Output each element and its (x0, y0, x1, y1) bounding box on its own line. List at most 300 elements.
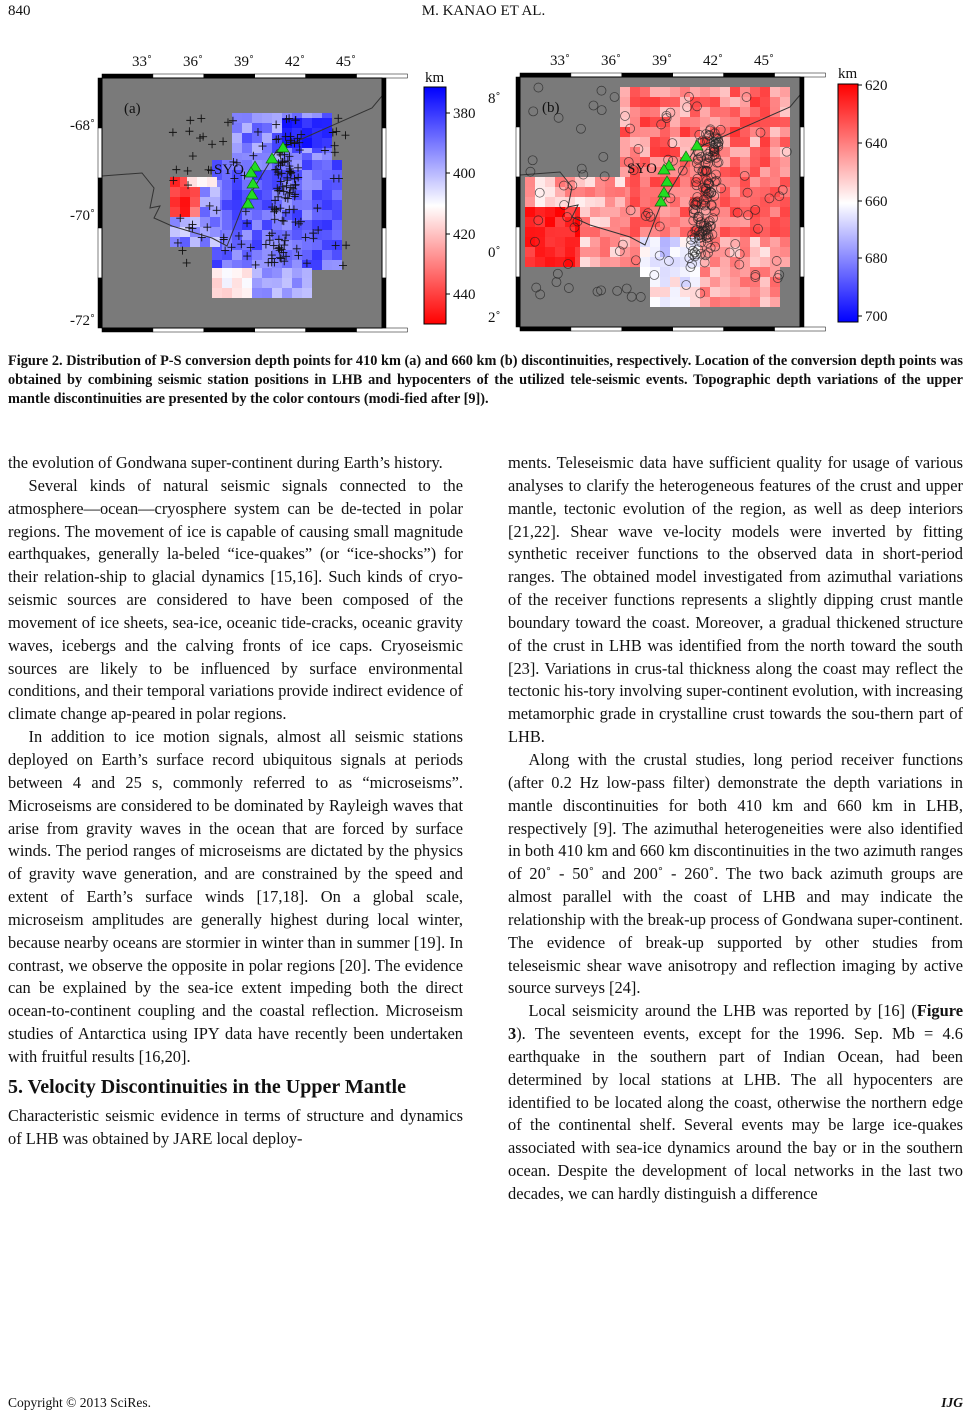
depth-cell (690, 117, 700, 127)
depth-cell (322, 190, 332, 200)
depth-cell (680, 107, 690, 117)
colorbar-tick-label: 640 (865, 136, 888, 152)
depth-cell (525, 217, 535, 227)
depth-cell (600, 247, 610, 257)
depth-cell (252, 230, 262, 240)
depth-cell (770, 217, 780, 227)
frame-tick (153, 328, 204, 332)
depth-cell (760, 287, 770, 297)
depth-cell (680, 187, 690, 197)
depth-cell (770, 97, 780, 107)
depth-cell (660, 277, 670, 287)
latitude-tick-label: 2˚ (488, 310, 501, 326)
depth-cell (660, 237, 670, 247)
frame-tick (724, 73, 775, 77)
depth-cell (730, 167, 740, 177)
depth-cell (660, 207, 670, 217)
depth-cell (312, 138, 322, 148)
depth-cell (585, 177, 595, 187)
depth-cell (232, 230, 242, 240)
depth-cell (262, 190, 272, 200)
depth-cell (232, 278, 242, 288)
depth-cell (232, 180, 242, 190)
depth-cell (262, 288, 272, 298)
depth-cell (710, 87, 720, 97)
depth-cell (555, 227, 565, 237)
depth-cell (720, 217, 730, 227)
depth-cell (200, 187, 210, 197)
frame-tick (516, 227, 520, 277)
depth-cell (545, 177, 555, 187)
depth-cell (750, 137, 760, 147)
depth-cell (760, 297, 770, 307)
depth-cell (535, 217, 545, 227)
depth-cell (242, 268, 252, 278)
depth-cell (332, 230, 342, 240)
depth-cell (650, 87, 660, 97)
depth-cell (660, 287, 670, 297)
depth-cell (640, 97, 650, 107)
longitude-tick-label: 39˚ (652, 53, 672, 69)
paragraph: Along with the crustal studies, long period receiver functions (after 0.2 Hz low-pass filter) demonstrate the depth variations in mantle discontinuities for both 410 km and 660 km in LHB, respectively [9]. The azimuthal heterogeneities were also identified in both 410 km and 660 km discontinuities in the two azimuth ranges of 20˚ - 50˚ and 200˚ - 260˚. The two back azimuth groups are almost parallel with the coast of LHB and may indicate the relationship with the break-up process of Gondwana super-continent. The evidence of break-up supported by other studies from teleseismic shear wave anisotropy and reflection imaging by active source surveys [24]. (508, 749, 963, 998)
depth-cell (210, 197, 220, 207)
depth-cell (760, 107, 770, 117)
figure-caption: Figure 2. Distribution of P-S conversion depth points for 410 km (a) and 660 km (b) discontinuities, respectively. Location of the conversion depth points was obtained by combining seismic station positions in LHB and hypocenters of the utilized tele-seismic events. Topographic depth variations of the upper mantle discontinuities are presented by the color contours (modi-fied after [9]). (8, 353, 963, 407)
longitude-tick-label: 36˚ (601, 53, 621, 69)
depth-cell (730, 287, 740, 297)
depth-cell (640, 267, 650, 277)
depth-cell (322, 210, 332, 220)
depth-cell (670, 97, 680, 107)
depth-cell (770, 147, 780, 157)
depth-cell (620, 217, 630, 227)
depth-cell (780, 157, 790, 167)
longitude-tick-label: 33˚ (550, 53, 570, 69)
depth-cell (222, 220, 232, 230)
frame-tick (255, 328, 306, 332)
text: ). The seventeen events, except for the 1996. Sep. Mb = 4.6 earthquake in the southern part of Indian Ocean, had been determined by local stations at LHB. The all hypocenters are identified to be located along the coast, otherwise the northern edge of the continental shelf. Several events may be large ice-quakes associated with sea-ice dynamics around the bay or in the southern ocean. Despite the development of local networks in the last two decades, we can hardly distinguish a difference (508, 1024, 963, 1203)
depth-cell (620, 147, 630, 157)
depth-cell (610, 257, 620, 267)
depth-cell (525, 227, 535, 237)
depth-cell (750, 247, 760, 257)
depth-cell (170, 177, 180, 187)
depth-cell (730, 297, 740, 307)
depth-cell (232, 133, 242, 143)
depth-cell (302, 160, 312, 170)
depth-cell (700, 287, 710, 297)
depth-cell (750, 297, 760, 307)
panel-label: (b) (542, 100, 560, 116)
depth-cell (760, 147, 770, 157)
depth-cell (252, 250, 262, 260)
depth-cell (605, 187, 615, 197)
depth-cell (600, 207, 610, 217)
frame-tick (382, 278, 386, 328)
depth-cell (590, 227, 600, 237)
depth-cell (222, 180, 232, 190)
depth-cell (740, 287, 750, 297)
frame-tick (516, 127, 520, 177)
depth-cell (770, 157, 780, 167)
latitude-tick-label: 0˚ (488, 245, 501, 261)
depth-cell (242, 143, 252, 153)
depth-cell (670, 207, 680, 217)
depth-cell (730, 127, 740, 137)
depth-cell (720, 267, 730, 277)
depth-cell (660, 247, 670, 257)
latitude-tick-label: -72˚ (70, 313, 95, 329)
depth-cell (302, 288, 312, 298)
depth-cell (730, 227, 740, 237)
depth-cell (670, 147, 680, 157)
depth-cell (630, 187, 640, 197)
depth-cell (170, 197, 180, 207)
depth-cell (780, 227, 790, 237)
depth-cell (242, 133, 252, 143)
depth-cell (690, 277, 700, 287)
colorbar-tick-label: 680 (865, 251, 888, 267)
depth-cell (262, 180, 272, 190)
depth-cell (740, 247, 750, 257)
frame-tick (516, 177, 520, 227)
depth-cell (312, 220, 322, 230)
colorbar-a-unit: km (425, 70, 445, 86)
depth-cell (630, 227, 640, 237)
right-column (508, 452, 963, 1206)
depth-cell (640, 107, 650, 117)
depth-cell (525, 187, 535, 197)
paragraph: Characteristic seismic evidence in terms of structure and dynamics of LHB was obtained by JARE local deploy- (8, 1105, 463, 1148)
depth-cell (700, 277, 710, 287)
depth-cell (262, 220, 272, 230)
depth-cell (780, 87, 790, 97)
depth-cell (680, 267, 690, 277)
depth-cell (525, 207, 535, 217)
depth-cell (650, 117, 660, 127)
depth-cell (640, 257, 650, 267)
depth-cell (232, 190, 242, 200)
station-label-syo: SYO (214, 162, 245, 178)
depth-cell (670, 277, 680, 287)
longitude-tick-label: 33˚ (132, 54, 152, 70)
depth-cell (720, 167, 730, 177)
depth-cell (730, 117, 740, 127)
depth-cell (605, 197, 615, 207)
frame-tick (800, 177, 804, 227)
depth-cell (740, 197, 750, 207)
colorbar-tick-label: 660 (865, 194, 888, 210)
depth-cell (720, 237, 730, 247)
depth-cell (262, 133, 272, 143)
depth-cell (580, 207, 590, 217)
depth-cell (302, 240, 312, 250)
longitude-tick-label: 45˚ (754, 53, 774, 69)
depth-cell (640, 247, 650, 257)
journal-abbrev: IJG (941, 1395, 963, 1410)
frame-tick (98, 178, 102, 228)
colorbar-a (424, 70, 476, 324)
copyright: Copyright © 2013 SciRes. (8, 1395, 152, 1410)
depth-cell (190, 237, 200, 247)
depth-cell (720, 147, 730, 157)
depth-cell (610, 217, 620, 227)
depth-cell (252, 240, 262, 250)
depth-cell (322, 250, 332, 260)
frame-tick (520, 73, 571, 77)
depth-cell (670, 217, 680, 227)
frame-tick (102, 328, 153, 332)
colorbar-b (838, 66, 888, 325)
depth-cell (760, 207, 770, 217)
frame-tick (775, 73, 826, 77)
depth-cell (670, 287, 680, 297)
depth-cell (730, 107, 740, 117)
footer (8, 1395, 963, 1411)
depth-cell (575, 187, 585, 197)
depth-cell (620, 237, 630, 247)
depth-cell (600, 237, 610, 247)
depth-cell (312, 118, 322, 128)
depth-cell (302, 210, 312, 220)
frame-tick (98, 78, 102, 128)
depth-cell (770, 177, 780, 187)
depth-cell (545, 207, 555, 217)
depth-cell (535, 177, 545, 187)
longitude-tick-label: 42˚ (285, 54, 305, 70)
depth-cell (252, 143, 262, 153)
depth-cell (740, 227, 750, 237)
depth-cell (545, 197, 555, 207)
depth-cell (292, 268, 302, 278)
depth-cell (590, 237, 600, 247)
depth-cell (730, 137, 740, 147)
frame-tick (382, 78, 386, 128)
paragraph (508, 1000, 963, 1206)
depth-cell (212, 278, 222, 288)
depth-cell (232, 240, 242, 250)
latitude-tick-label: -68˚ (70, 118, 95, 134)
depth-cell (210, 187, 220, 197)
frame-tick (571, 327, 622, 331)
depth-cell (332, 260, 342, 270)
depth-cell (710, 287, 720, 297)
depth-cell (252, 133, 262, 143)
depth-cell (580, 247, 590, 257)
depth-cell (292, 288, 302, 298)
depth-cell (730, 87, 740, 97)
depth-cell (620, 257, 630, 267)
depth-cell (720, 277, 730, 287)
depth-cell (535, 207, 545, 217)
depth-cell (650, 137, 660, 147)
depth-cell (620, 207, 630, 217)
frame-tick (724, 327, 775, 331)
depth-cell (302, 190, 312, 200)
depth-cell (670, 237, 680, 247)
depth-cell (730, 97, 740, 107)
figure-3-link[interactable]: Figure 3 (508, 1001, 963, 1044)
depth-cell (720, 187, 730, 197)
depth-cell (545, 257, 555, 267)
depth-cell (660, 297, 670, 307)
depth-cell (252, 210, 262, 220)
depth-cell (660, 97, 670, 107)
colorbar-tick-label: 420 (453, 227, 476, 243)
depth-cell (670, 227, 680, 237)
depth-cell (760, 137, 770, 147)
depth-cell (222, 200, 232, 210)
depth-cell (630, 177, 640, 187)
depth-cell (630, 97, 640, 107)
depth-cell (302, 278, 312, 288)
depth-cell (262, 200, 272, 210)
depth-cell (545, 227, 555, 237)
depth-cell (232, 250, 242, 260)
depth-cell (610, 207, 620, 217)
depth-cell (760, 187, 770, 197)
depth-cell (600, 257, 610, 267)
colorbar-tick-label: 380 (453, 106, 476, 122)
depth-cell (292, 278, 302, 288)
longitude-tick-label: 36˚ (183, 54, 203, 70)
depth-cell (750, 157, 760, 167)
depth-cell (262, 113, 272, 123)
depth-cell (585, 197, 595, 207)
depth-cell (312, 128, 322, 138)
depth-cell (242, 123, 252, 133)
section-heading: 5. Velocity Discontinuities in the Upper Mantle (8, 1075, 406, 1098)
depth-cell (535, 227, 545, 237)
depth-cell (555, 207, 565, 217)
depth-cell (302, 268, 312, 278)
frame-tick (516, 277, 520, 327)
depth-cell (670, 257, 680, 267)
depth-cell (780, 207, 790, 217)
depth-cell (615, 187, 625, 197)
depth-cell (605, 177, 615, 187)
running-title: M. KANAO ET AL. (421, 3, 546, 19)
depth-cell (302, 200, 312, 210)
depth-cell (760, 177, 770, 187)
depth-cell (222, 250, 232, 260)
depth-cell (730, 267, 740, 277)
depth-cell (525, 177, 535, 187)
depth-cell (200, 197, 210, 207)
depth-cell (207, 177, 217, 187)
depth-cell (770, 137, 780, 147)
depth-cell (292, 118, 302, 128)
depth-cell (680, 117, 690, 127)
depth-cell (272, 133, 282, 143)
depth-cell (590, 247, 600, 257)
depth-cell (535, 197, 545, 207)
frame-tick (673, 73, 724, 77)
frame-tick (622, 73, 673, 77)
depth-cell (780, 127, 790, 137)
depth-cell (580, 227, 590, 237)
depth-cell (620, 107, 630, 117)
colorbar-b-unit: km (838, 66, 858, 82)
depth-cell (740, 167, 750, 177)
frame-tick (571, 73, 622, 77)
depth-cell (222, 278, 232, 288)
depth-cell (680, 177, 690, 187)
depth-cell (730, 177, 740, 187)
depth-cell (585, 187, 595, 197)
depth-cell (180, 237, 190, 247)
frame-tick (800, 277, 804, 327)
depth-cell (780, 107, 790, 117)
depth-cell (595, 187, 605, 197)
depth-cell (720, 227, 730, 237)
depth-cell (720, 297, 730, 307)
depth-cell (272, 230, 282, 240)
frame-tick (98, 228, 102, 278)
depth-cell (750, 107, 760, 117)
depth-cell (770, 207, 780, 217)
colorbar-tick-label: 620 (865, 78, 888, 94)
depth-cell (710, 297, 720, 307)
depth-cell (730, 157, 740, 167)
depth-cell (620, 137, 630, 147)
frame-tick (382, 128, 386, 178)
depth-cell (322, 200, 332, 210)
frame-tick (102, 74, 153, 78)
depth-cell (180, 187, 190, 197)
frame-tick (775, 327, 826, 331)
depth-cell (282, 278, 292, 288)
depth-cell (210, 207, 220, 217)
depth-cell (680, 217, 690, 227)
depth-cell (760, 167, 770, 177)
depth-cell (222, 210, 232, 220)
depth-cell (252, 268, 262, 278)
depth-cell (272, 278, 282, 288)
depth-cell (770, 237, 780, 247)
frame-tick (520, 327, 571, 331)
depth-cell (630, 117, 640, 127)
depth-cell (212, 268, 222, 278)
latitude-tick-label: -70˚ (70, 208, 95, 224)
depth-cell (312, 260, 322, 270)
depth-cell (565, 247, 575, 257)
depth-cell (680, 207, 690, 217)
depth-cell (750, 147, 760, 157)
depth-cell (212, 288, 222, 298)
depth-cell (222, 190, 232, 200)
depth-cell (770, 227, 780, 237)
depth-cell (660, 227, 670, 237)
depth-cell (232, 143, 242, 153)
depth-cell (262, 230, 272, 240)
depth-cell (710, 97, 720, 107)
depth-cell (262, 278, 272, 288)
depth-cell (640, 197, 650, 207)
depth-cell (595, 197, 605, 207)
map-panel-a (70, 54, 407, 332)
depth-cell (750, 237, 760, 247)
depth-cell (545, 237, 555, 247)
depth-cell (190, 197, 200, 207)
depth-cell (760, 257, 770, 267)
depth-cell (760, 157, 770, 167)
depth-cell (282, 268, 292, 278)
depth-cell (780, 197, 790, 207)
depth-cell (740, 107, 750, 117)
depth-cell (322, 220, 332, 230)
depth-cell (680, 137, 690, 147)
